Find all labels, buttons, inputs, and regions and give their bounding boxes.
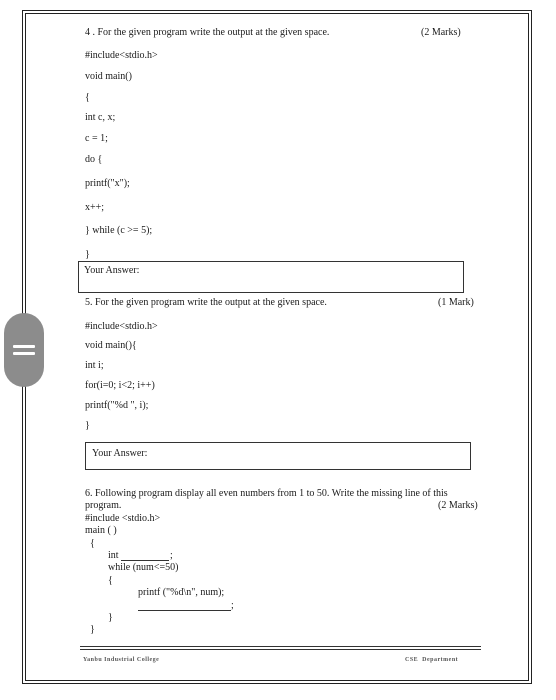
code-line: ; (231, 600, 234, 611)
code-line: } (85, 420, 90, 431)
code-line: #include<stdio.h> (85, 321, 158, 332)
q5-answer-box[interactable] (85, 442, 471, 470)
code-line: c = 1; (85, 133, 108, 144)
code-line: } while (c >= 5); (85, 225, 153, 236)
code-line: while (num<=50) (108, 562, 179, 573)
code-line: } (90, 624, 95, 635)
q4-answer-box[interactable] (78, 261, 464, 293)
code-line: printf("%d ", i); (85, 400, 149, 411)
code-line: do { (85, 154, 103, 165)
code-line: main ( ) (85, 525, 117, 536)
q6-blank-2[interactable] (138, 610, 231, 611)
q6-marks: (2 Marks) (438, 500, 478, 511)
code-line: { (85, 92, 90, 103)
footer-rule (80, 646, 481, 647)
code-line: int (108, 550, 119, 561)
code-line: int i; (85, 360, 104, 371)
code-line: #include <stdio.h> (85, 513, 161, 524)
code-line: } (85, 249, 90, 260)
footer-rule (80, 649, 481, 650)
code-line: { (108, 575, 113, 586)
q6-heading-cont: program. (85, 500, 122, 511)
code-line: void main(){ (85, 340, 137, 351)
code-line: void main() (85, 71, 132, 82)
code-line: } (108, 612, 113, 623)
code-line: int c, x; (85, 112, 116, 123)
answer-label: Your Answer: (84, 265, 140, 276)
q4-heading: 4 . For the given program write the output at the given space. (85, 27, 330, 38)
code-line: ; (170, 550, 173, 561)
footer-department: CSE Department (405, 657, 459, 663)
code-line: printf("x"); (85, 178, 130, 189)
footer-college: Yanbu Industrial College (83, 657, 160, 663)
q4-marks: (2 Marks) (421, 27, 461, 38)
side-panel-handle[interactable] (4, 313, 44, 387)
handle-grip-icon (13, 352, 35, 355)
q5-heading: 5. For the given program write the output at the given space. (85, 297, 327, 308)
q5-marks: (1 Mark) (438, 297, 474, 308)
code-line: { (90, 538, 95, 549)
code-line: printf ("%d\n", num); (138, 587, 225, 598)
q6-blank-1[interactable] (121, 560, 169, 561)
code-line: for(i=0; i<2; i++) (85, 380, 155, 391)
answer-label: Your Answer: (92, 448, 148, 459)
q6-heading: 6. Following program display all even numbers from 1 to 50. Write the missing line of this (85, 488, 448, 499)
code-line: #include<stdio.h> (85, 50, 158, 61)
code-line: x++; (85, 202, 105, 213)
handle-grip-icon (13, 345, 35, 348)
